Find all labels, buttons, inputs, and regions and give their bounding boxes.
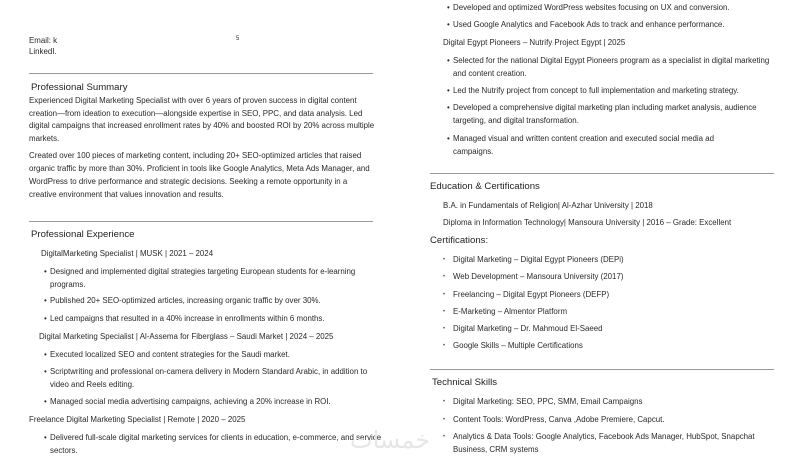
- watermark-logo: خمسات: [350, 426, 431, 454]
- certification-text: Google Skills – Multiple Certifications: [453, 341, 583, 350]
- education-item: Diploma in Information Technology| Mansoura University | 2016 – Grade: Excellent: [443, 218, 732, 227]
- job-bullet: • Developed a comprehensive digital marketing plan including market analysis, audience targeting, and digital transformation.: [443, 102, 763, 127]
- divider: [29, 221, 373, 222]
- job-bullet: • Scriptwriting and professional on-camera delivery in Modern Standard Arabic, in addition to video and Reels editing.: [40, 366, 380, 391]
- email-label: Email: k: [29, 36, 58, 45]
- skill-text: Content Tools: WordPress, Canva ,Adobe Premiere, Capcut.: [453, 415, 665, 424]
- resume-page: Email: k 5 LinkedI. Professional Summary Experienced Digital Marketing Specialist with over 6 years of proven success in digital content creation—from ideation to execution—alongside expertise in SEO, PPC, and data analysis. Led digital campaigns that increased enrollment rates by 40% and boosted ROI by 20% across multiple markets. Created over 100 pieces of marketing content, including 20+ SEO-optimized articles that raised organic traffic by more than 30%. Proficient in tools like Google Analytics, Meta Ads Manager, and WordPress to drive performance and strategic decisions. Seeking a remote opportunity in a creative environment that values innovation and results. Professional Experience DigitalMarketing Specialist | MUSK | 2021 – 2024 • Designed and implemented digital strategies targeting European students for e-learning programs. • Published 20+ SEO-optimized articles, increasing organic traffic by over 30%. • Led campaigns that resulted in a 40% increase in enrollments within 6 months. Digital Marketing Specialist | Al-Assema for Fiberglass – Saudi Market | 2024 – 2025 • Executed localized SEO and content strategies for the Saudi market. • Scriptwriting and professional on-camera delivery in Modern Standard Arabic, in addition to video and Reels editing. • Managed social media advertising campaigns, achieving a 20% increase in ROI. Freelance Digital Marketing Specialist | Remote | 2020 – 2025 • Delivered full-scale digital marketing services for clients in education, e-commerce, and service sectors. • Developed and optimized WordPress websites focusing on UX and conversion. • Used Google Analytics and Facebook Ads to track and enhance performance. Digital Egypt Pioneers – Nutrify Project Egypt | 2025 • Selected for the national Digital Egypt Pioneers program as a specialist in digital marketing and content creation. • Led the Nutrify project from concept to full implementation and marketing strategy. • Developed a comprehensive digital marketing plan including market analysis, audience targeting, and digital transformation. • Managed visual and written content creation and executed social media ad campaigns. Education & Certifications B.A. in Fundamentals of Religion| Al-Azhar University | 2018 Diploma in Information Technology| Mansoura University | 2016 – Grade: Excellent Certifications: • Digital Marketing – Digital Egypt Pioneers (DEPi) • Web Development – Mansoura University (2017) • Freelancing – Digital Egypt Pioneers (DEFP) • E-Marketing – Almentor Platform • Digital Marketing – Dr. Mahmoud El-Saeed • Google Skills – Multiple Certifications Technical Skills • Digital Marketing: SEO, PPC, SMM, Email Campaigns • Content Tools: WordPress, Canva ,Adobe Premiere, Capcut. • Analytics & Data Tools: Google Analytics, Facebook Ads Manager, HubSpot, Snapchat Business, CRM systems خمسات: [0, 0, 800, 460]
- job-bullet: • Designed and implemented digital strategies targeting European students for e-learning programs.: [40, 266, 370, 291]
- job-title: Digital Egypt Pioneers – Nutrify Project Egypt | 2025: [443, 38, 626, 47]
- summary-paragraph-2: Created over 100 pieces of marketing content, including 20+ SEO-optimized articles that raised organic traffic by more than 30%. Proficient in tools like Google Analytics, Meta Ads Manager, and WordPress to drive performance and strategic decisions. Seeking a remote opportunity in a creative environment that values innovation and results.: [29, 151, 370, 199]
- summary-heading: Professional Summary: [31, 82, 128, 93]
- skill-text: Analytics & Data Tools: Google Analytics, Facebook Ads Manager, HubSpot, Snapchat Business, CRM systems: [453, 432, 755, 454]
- certification-text: Web Development – Mansoura University (2017): [453, 272, 624, 281]
- job-bullet: • Delivered full-scale digital marketing services for clients in education, e-commerce, and service sectors.: [40, 432, 385, 457]
- job-title: Freelance Digital Marketing Specialist | Remote | 2020 – 2025: [29, 415, 246, 424]
- certification-text: Digital Marketing – Dr. Mahmoud El-Saeed: [453, 324, 603, 333]
- divider: [29, 73, 373, 74]
- education-item: B.A. in Fundamentals of Religion| Al-Azhar University | 2018: [443, 201, 653, 210]
- certification-text: Freelancing – Digital Egypt Pioneers (DEFP): [453, 290, 610, 299]
- certification-text: Digital Marketing – Digital Egypt Pioneers (DEPi): [453, 255, 624, 264]
- certifications-heading: Certifications:: [430, 235, 489, 246]
- skills-heading: Technical Skills: [432, 377, 498, 388]
- experience-heading: Professional Experience: [31, 229, 135, 240]
- skill-text: Digital Marketing: SEO, PPC, SMM, Email Campaigns: [453, 397, 643, 406]
- job-bullet: • Managed social media advertising campaigns, achieving a 20% increase in ROI.: [40, 396, 390, 409]
- certification-text: E-Marketing – Almentor Platform: [453, 307, 568, 316]
- job-bullet: • Led the Nutrify project from concept to full implementation and marketing strategy.: [443, 85, 793, 98]
- linkedin-label: LinkedI.: [29, 47, 57, 56]
- email-tail: 5: [236, 36, 240, 42]
- job-bullet: • Developed and optimized WordPress websites focusing on UX and conversion.: [443, 2, 793, 15]
- job-title: DigitalMarketing Specialist | MUSK | 2021 – 2024: [41, 249, 214, 258]
- education-heading: Education & Certifications: [430, 181, 540, 192]
- job-bullet: • Used Google Analytics and Facebook Ads to track and enhance performance.: [443, 19, 793, 32]
- divider: [430, 173, 774, 174]
- job-title: Digital Marketing Specialist | Al-Assema for Fiberglass – Saudi Market | 2024 – 2025: [39, 332, 334, 341]
- job-bullet: • Selected for the national Digital Egypt Pioneers program as a specialist in digital marketing and content creation.: [443, 55, 775, 80]
- job-bullet: • Managed visual and written content creation and executed social media ad campaigns.: [443, 133, 753, 158]
- job-bullet: • Led campaigns that resulted in a 40% increase in enrollments within 6 months.: [40, 313, 390, 326]
- job-bullet: • Published 20+ SEO-optimized articles, increasing organic traffic by over 30%.: [40, 295, 390, 308]
- summary-paragraph-1: Experienced Digital Marketing Specialist with over 6 years of proven success in digital content creation—from ideation to execution—alongside expertise in SEO, PPC, and data analysis. Led digital campaigns that increased enrollment rates by 40% and boosted ROI by 20% across multiple markets.: [29, 96, 375, 143]
- job-bullet: • Executed localized SEO and content strategies for the Saudi market.: [40, 349, 390, 362]
- divider: [430, 369, 774, 370]
